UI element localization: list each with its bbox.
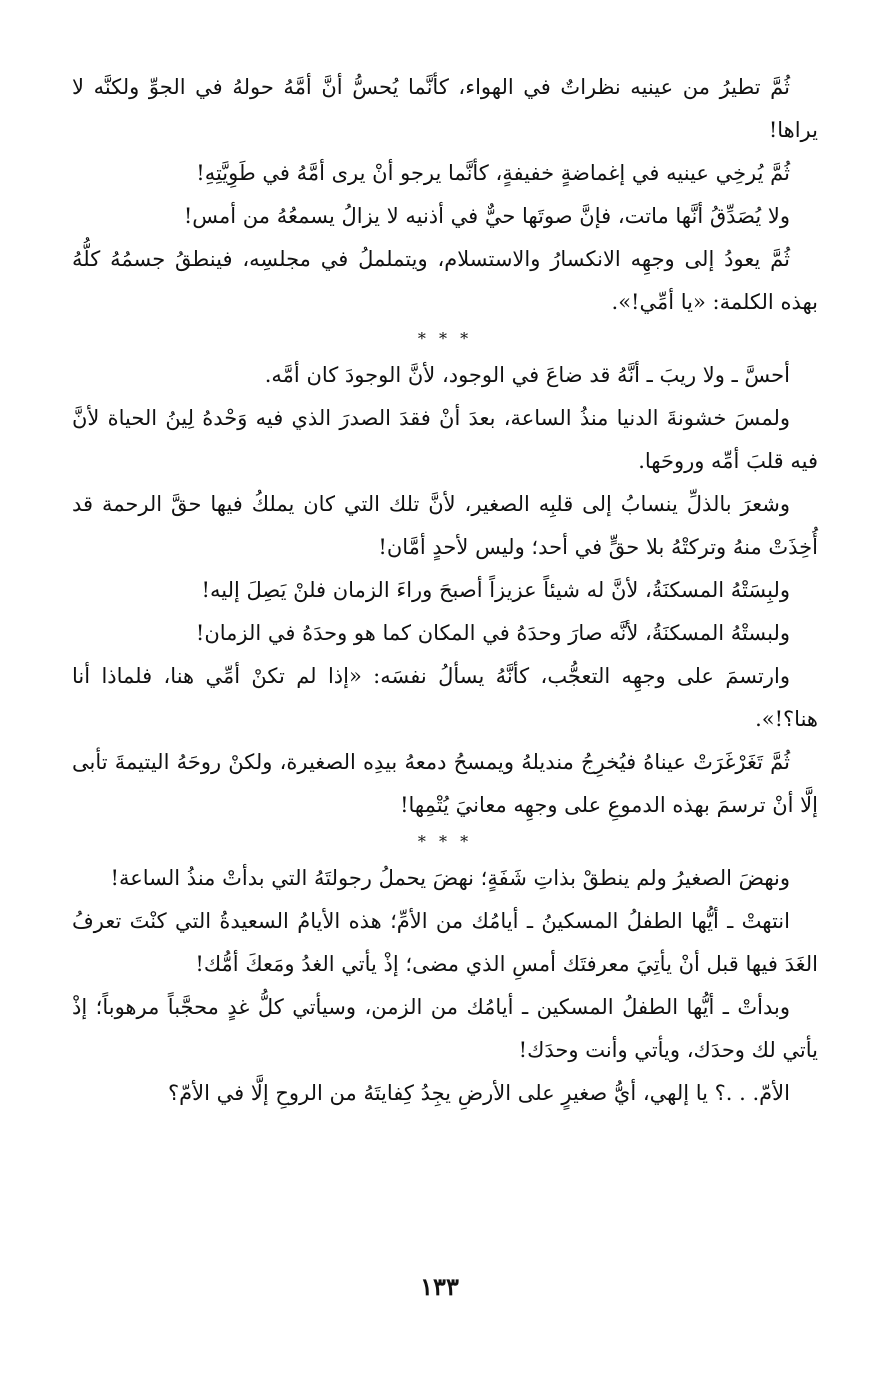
page-body	[72, 66, 818, 1115]
paragraph: ونهضَ الصغيرُ ولم ينطقْ بذاتِ شَفَةٍ؛ نهضَ يحملُ رجولتَهُ التي بدأتْ منذُ الساعة!	[110, 866, 790, 890]
section-separator: * * *	[417, 329, 473, 348]
paragraph: ولبستْهُ المسكنَةُ، لأنَّه صارَ وحدَهُ في المكان كما هو وحدَهُ في الزمان!	[195, 621, 790, 645]
paragraph: ولا يُصَدِّقُ أنَّها ماتت، فإنَّ صوتَها حيٌّ في أذنيه لا يزالُ يسمعُهُ من أمس!	[183, 204, 790, 228]
page-number: ١٣٣	[420, 1272, 459, 1301]
paragraph: الأمّ. . .؟ يا إلهي، أيُّ صغيرٍ على الأرضِ يجِدُ كِفايتَهُ من الروحِ إلَّا في الأمّ؟	[168, 1081, 790, 1105]
paragraph: وشعرَ بالذلِّ ينسابُ إلى قلبِه الصغير، لأنَّ تلك التي كان يملكُ فيها حقَّ الرحمة قد أُخِذَتْ منهُ وتركتْهُ بلا حقٍّ في أحد؛ وليس لأحدٍ أمَّان!	[72, 492, 818, 559]
paragraph: وبدأتْ ـ أيُّها الطفلُ المسكين ـ أيامُك من الزمن، وسيأتي كلُّ غدٍ محجَّباً مرهوباً؛ إذْ يأتي لك وحدَك، ويأتي وأنت وحدَك!	[72, 995, 818, 1062]
paragraph: أحسَّ ـ ولا ريبَ ـ أنَّهُ قد ضاعَ في الوجود، لأنَّ الوجودَ كان أمَّه.	[264, 363, 790, 387]
paragraph: ثُمَّ تَغَرْغَرَتْ عيناهُ فيُخرِجُ منديلهُ ويمسحُ دمعهُ بيدِه الصغيرة، ولكنْ روحَهُ اليتيمةَ تأبى إلَّا أنْ ترسمَ بهذه الدموعِ على وجهِه معانيَ يُتْمِها!	[72, 750, 818, 817]
paragraph: ثُمَّ يُرخِي عينيه في إغماضةٍ خفيفةٍ، كأنَّما يرجو أنْ يرى أمَّهُ في طَوِيَّتِهِ!	[196, 161, 790, 185]
paragraph: ولمسَ خشونةَ الدنيا منذُ الساعة، بعدَ أنْ فقدَ الصدرَ الذي فيه وَحْدهُ لِينُ الحياة لأنَّ فيه قلبَ أمِّه وروحَها.	[72, 406, 818, 473]
paragraph: ثُمَّ تطيرُ من عينيه نظراتٌ في الهواء، كأنَّما يُحسُّ أنَّ أمَّهُ حولهُ في الجوِّ ولكنَّه لا يراها!	[72, 75, 818, 142]
paragraph: ثُمَّ يعودُ إلى وجهِه الانكسارُ والاستسلام، ويتململُ في مجلسِه، فينطقُ جسمُهُ كلُّهُ بهذه الكلمة: «يا أمِّي!».	[72, 247, 818, 314]
section-separator: * * *	[417, 832, 473, 851]
paragraph: وارتسمَ على وجهِه التعجُّب، كأنَّهُ يسألُ نفسَه: «إذا لم تكنْ أمِّي هنا، فلماذا أنا هنا؟!».	[72, 664, 818, 731]
paragraph: انتهتْ ـ أيُّها الطفلُ المسكينُ ـ أيامُك من الأمِّ؛ هذه الأيامُ السعيدةُ التي كنْتَ تعرفُ الغَدَ فيها قبل أنْ يأتِيَ معرفتَك أمسِ الذي مضى؛ إذْ يأتي الغدُ ومَعكَ أمُّك!	[72, 909, 818, 976]
paragraph: ولبِسَتْهُ المسكنَةُ، لأنَّ له شيئاً عزيزاً أصبحَ وراءَ الزمان فلنْ يَصِلَ إليه!	[201, 578, 790, 602]
